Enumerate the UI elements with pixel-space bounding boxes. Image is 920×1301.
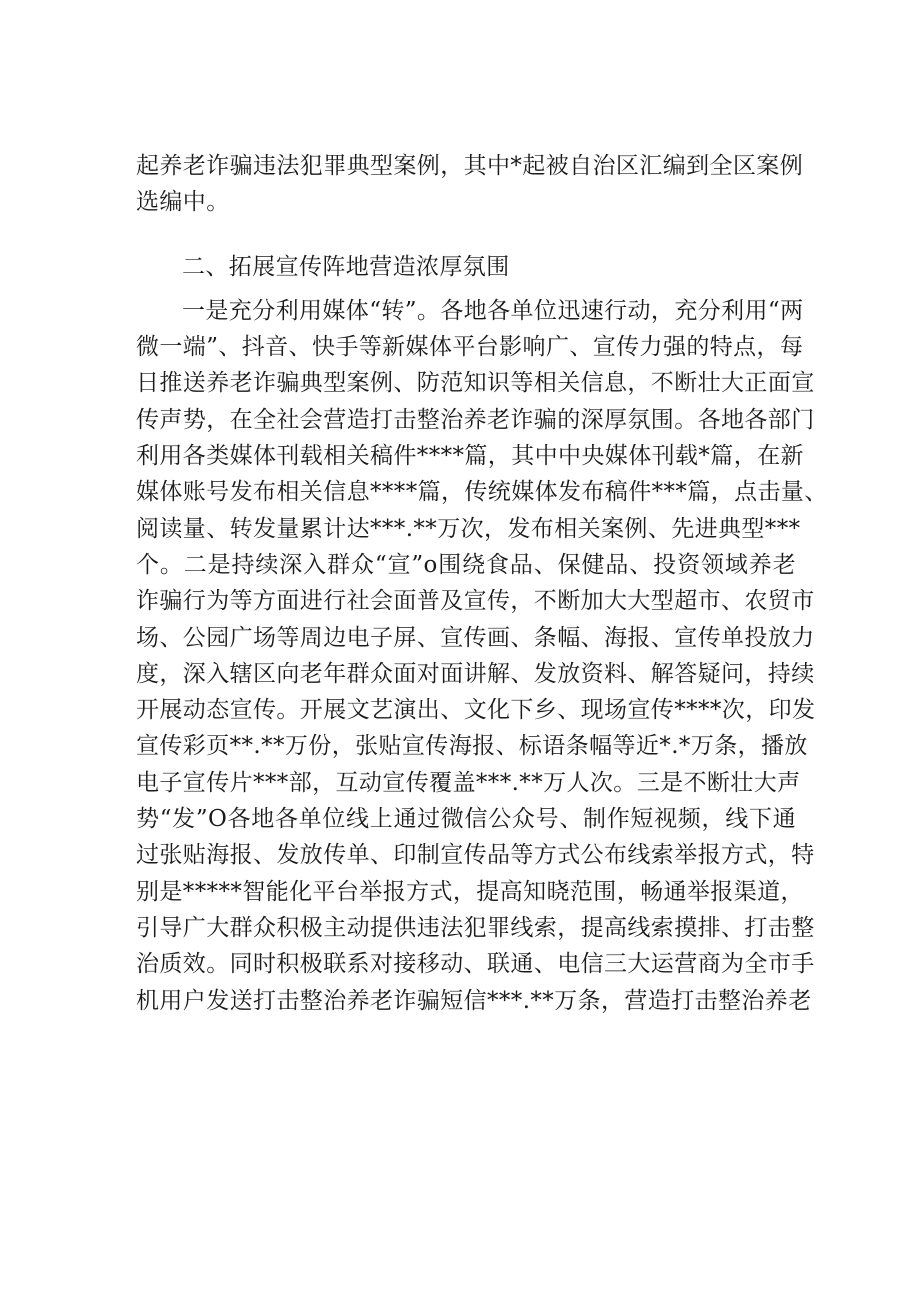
text-line: 治质效。同时积极联系对接移动、联通、电信三大运营商为全市手 <box>136 951 815 978</box>
text-line: 起养老诈骗违法犯罪典型案例，其中*起被自治区汇编到全区案例 <box>136 153 804 179</box>
text-line: 开展动态宣传。开展文艺演出、文化下乡、现场宣传****次，印发 <box>136 697 816 724</box>
text-line: 势“发”O各地各单位线上通过微信公众号、制作短视频，线下通 <box>136 806 796 833</box>
document-page <box>136 148 828 1019</box>
text-line: 日推送养老诈骗典型案例、防范知识等相关信息，不断壮大正面宣 <box>136 370 815 397</box>
section-heading: 二、拓展宣传阵地营造浓厚氛围 <box>182 253 510 280</box>
text-line: 微一端”、抖音、快手等新媒体平台影响广、宣传力强的特点，每 <box>136 334 804 361</box>
text-line: 诈骗行为等方面进行社会面普及宣传，不断加大大型超市、农贸市 <box>136 588 815 615</box>
text-line: 别是*****智能化平台举报方式，提高知晓范围，畅通举报渠道， <box>136 878 804 905</box>
text-line: 媒体账号发布相关信息****篇，传统媒体发布稿件***篇，点击量、 <box>136 479 828 506</box>
text-line: 一是充分利用媒体“转”。各地各单位迅速行动，充分利用“两 <box>182 297 804 324</box>
text-line: 场、公园广场等周边电子屏、宣传画、条幅、海报、宣传单投放力 <box>136 624 815 651</box>
text-line: 利用各类媒体刊载相关稿件****篇，其中中央媒体刊载*篇，在新 <box>136 443 804 470</box>
paragraph-publicity <box>136 293 828 1019</box>
text-line: 选编中。 <box>136 189 230 216</box>
paragraph-case-summary <box>136 148 804 221</box>
text-line: 电子宣传片***部，互动宣传覆盖***.**万人次。三是不断壮大声 <box>136 769 801 796</box>
text-line: 阅读量、转发量累计达***.**万次，发布相关案例、先进典型*** <box>136 515 801 542</box>
text-line: 度，深入辖区向老年群众面对面讲解、发放资料、解答疑问，持续 <box>136 660 815 687</box>
text-line: 个。二是持续深入群众“宣”o围绕食品、保健品、投资领域养老 <box>136 551 796 578</box>
text-line: 传声势，在全社会营造打击整治养老诈骗的深厚氛围。各地各部门 <box>136 406 815 433</box>
text-line: 宣传彩页**.**万份，张贴宣传海报、标语条幅等近*.*万条，播放 <box>136 733 808 760</box>
text-line: 机用户发送打击整治养老诈骗短信***.**万条，营造打击整治养老 <box>136 987 812 1014</box>
text-line: 过张贴海报、发放传单、印制宣传品等方式公布线索举报方式，特 <box>136 842 815 869</box>
text-line: 引导广大群众积极主动提供违法犯罪线索，提高线索摸排、打击整 <box>136 914 815 941</box>
